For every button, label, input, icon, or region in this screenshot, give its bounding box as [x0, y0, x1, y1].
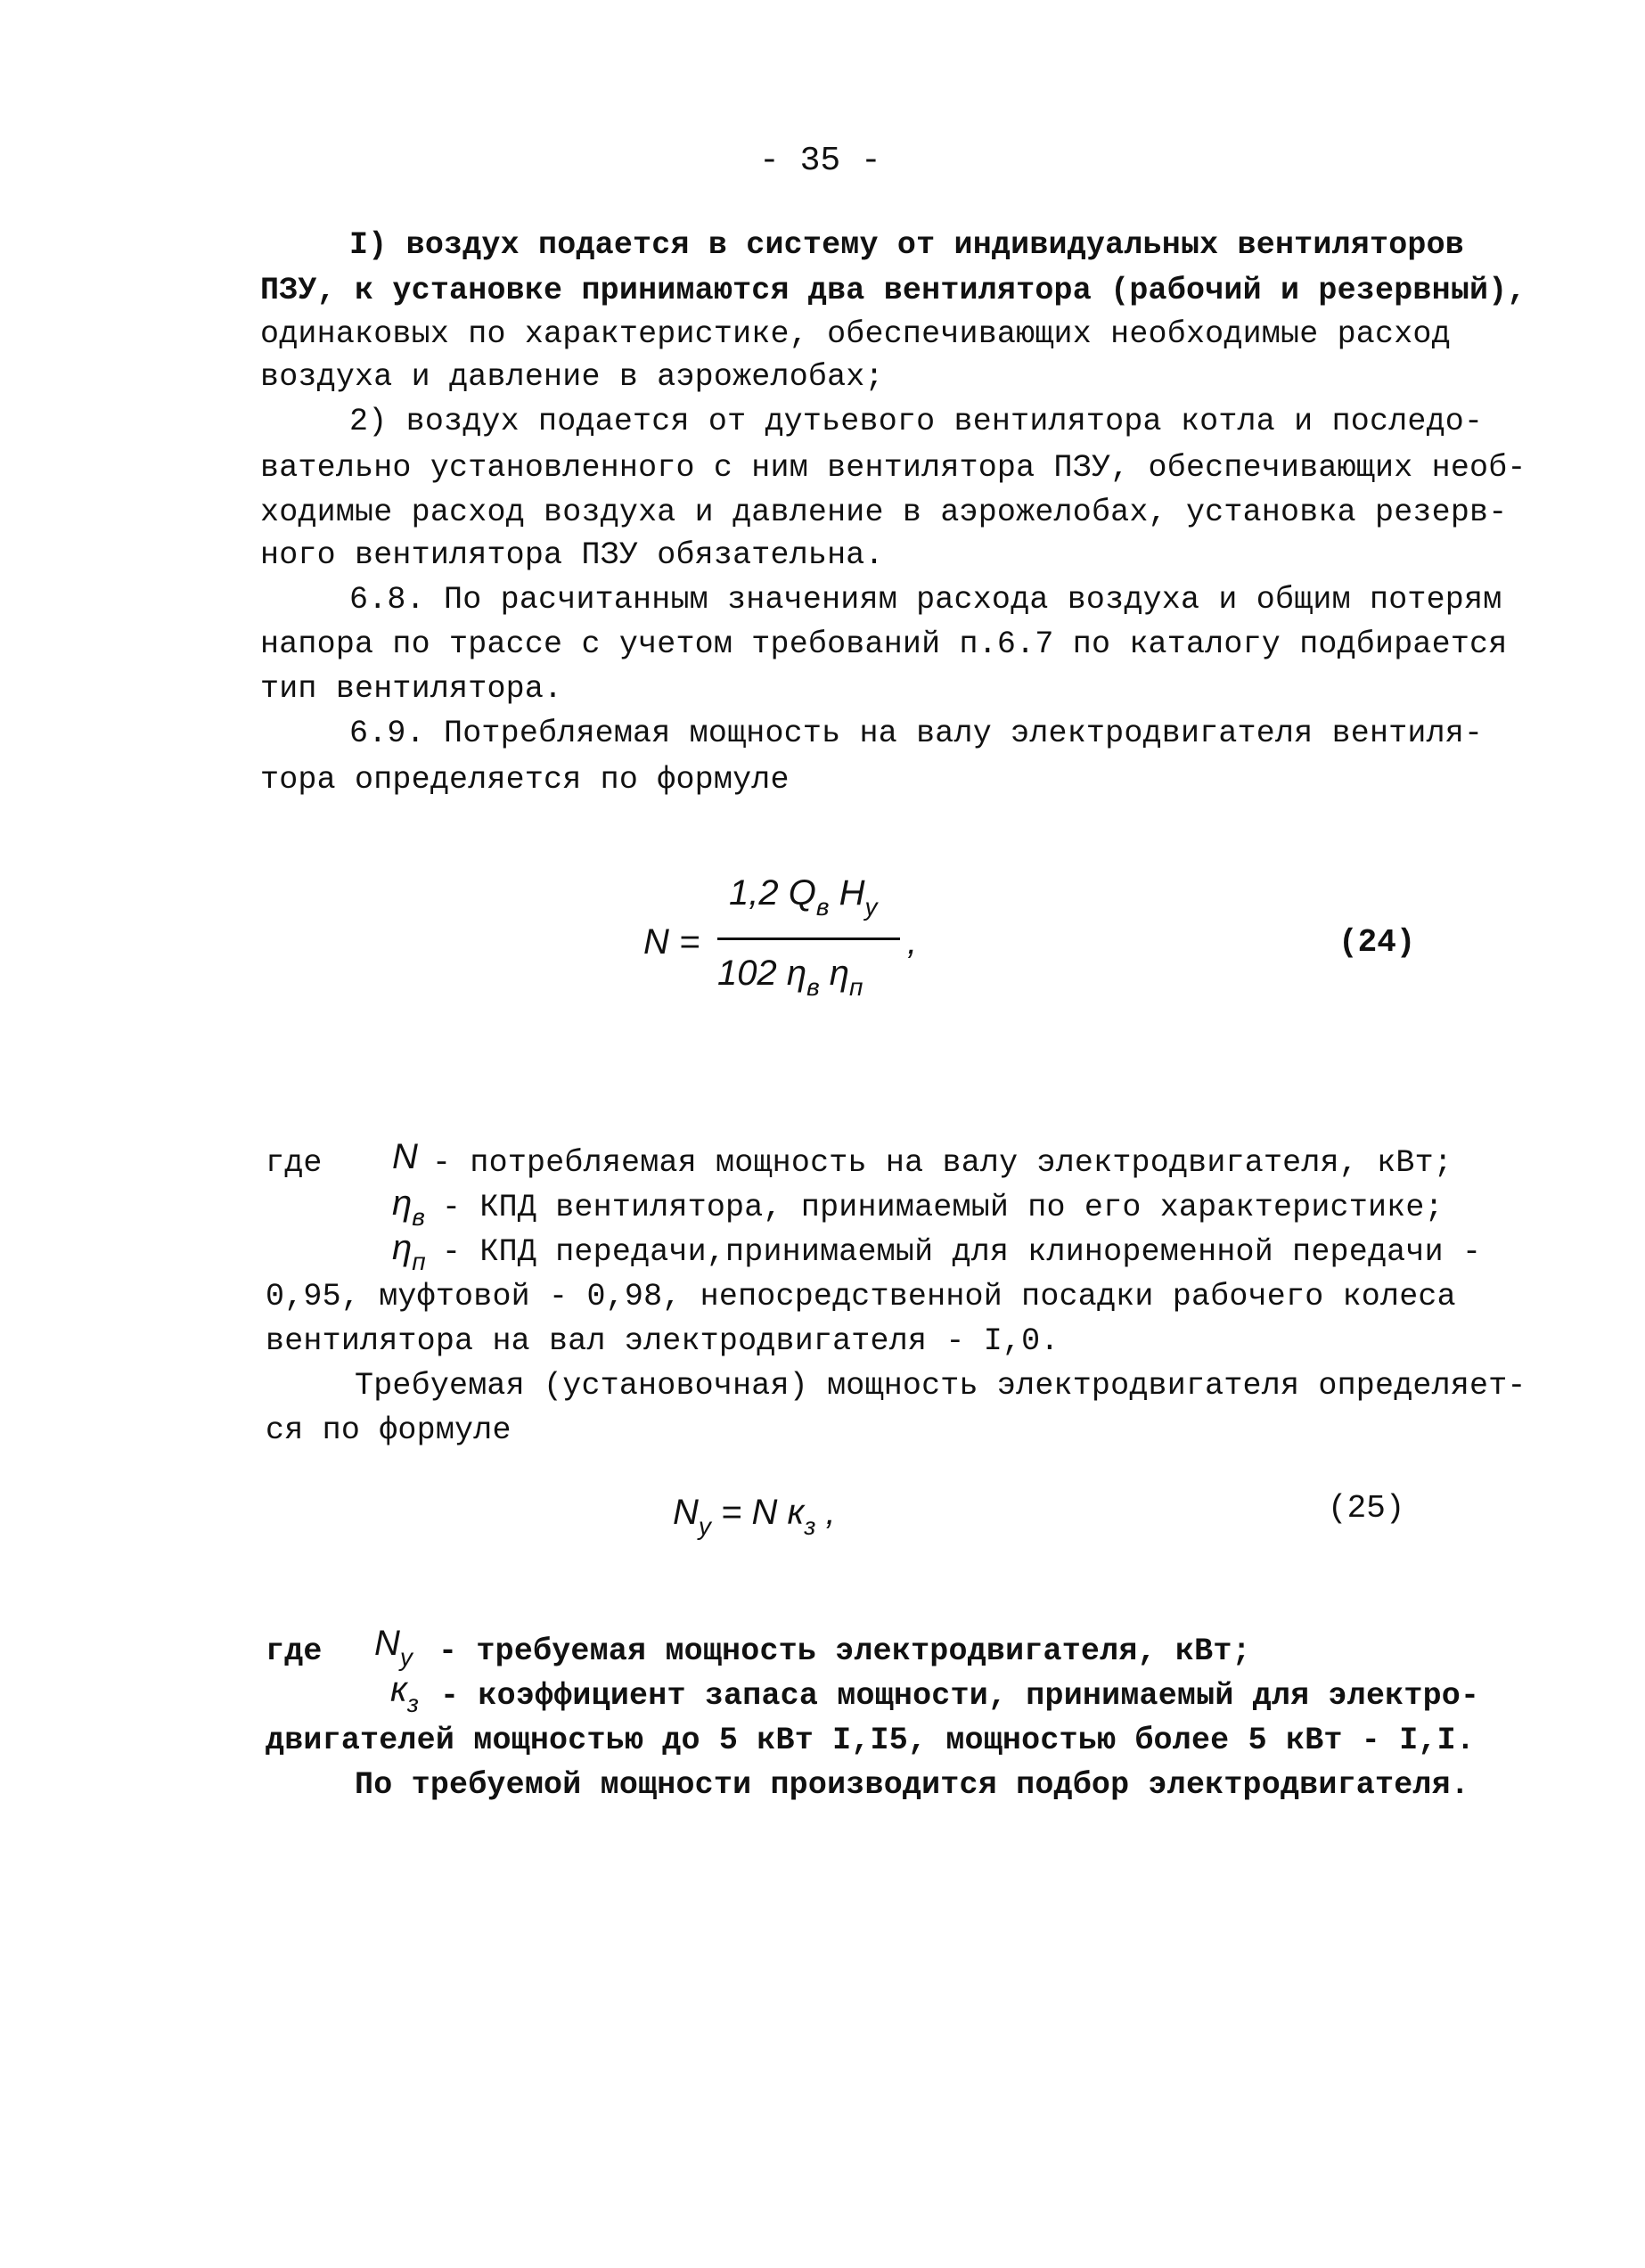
formula-24-lhs: N =	[643, 922, 700, 962]
formula-24-numerator: 1,2 $Q_в$ $H_у$	[729, 873, 878, 921]
page-number: - 35 -	[759, 142, 881, 180]
paragraph-5-line-2: ся по формуле	[266, 1412, 512, 1448]
paragraph-2-line-2: вательно установленного с ним вентилятора ПЗУ, обеспечивающих необ-	[260, 450, 1526, 486]
formula-24	[624, 873, 980, 1016]
where-2-continuation-1: двигателей мощностью до 5 кВт I,I5, мощностью более 5 кВт - I,I.	[266, 1723, 1476, 1758]
where-1-item-2: - КПД вентилятора, принимаемый по его характеристике;	[442, 1190, 1444, 1225]
where-label-2: где	[266, 1633, 323, 1669]
equation-number-24: (24)	[1338, 924, 1416, 961]
paragraph-3-line-3: тип вентилятора.	[260, 671, 563, 707]
formula-24-trailing: ,	[907, 922, 918, 962]
equation-number-25: (25)	[1328, 1490, 1405, 1527]
where-1-continuation-1: 0,95, муфтовой - 0,98, непосредственной посадки рабочего колеса	[266, 1279, 1456, 1314]
paragraph-1-line-3: одинаковых по характеристике, обеспечивающих необходимые расход	[260, 316, 1451, 352]
paragraph-4-line-2: тора определяется по формуле	[260, 762, 790, 798]
symbol-eta-p: $\eta_п$	[392, 1228, 426, 1275]
symbol-N-y: $N_у$	[374, 1624, 413, 1671]
symbol-eta-v: $\eta_в$	[392, 1183, 425, 1231]
paragraph-3-line-1: 6.8. По расчитанным значениям расхода воздуха и общим потерям	[349, 582, 1502, 618]
paragraph-3-line-2: напора по трассе с учетом требований п.6.7 по каталогу подбирается	[260, 626, 1508, 662]
paragraph-2-line-4: ного вентилятора ПЗУ обязательна.	[260, 537, 884, 573]
paragraph-2-line-1: 2) воздух подается от дутьевого вентилятора котла и последо-	[349, 404, 1484, 439]
where-1-item-3: - КПД передачи,принимаемый для клиноременной передачи -	[442, 1234, 1482, 1270]
paragraph-4-line-1: 6.9. Потребляемая мощность на валу электродвигателя вентиля-	[349, 716, 1484, 751]
where-label-1: где	[266, 1145, 323, 1181]
where-1-item-1: - потребляемая мощность на валу электродвигателя, кВт;	[432, 1145, 1453, 1181]
formula-25	[659, 1484, 927, 1564]
paragraph-1-line-1: I) воздух подается в систему от индивидуальных вентиляторов	[349, 227, 1465, 263]
where-2-item-1: - требуемая мощность электродвигателя, кВт;	[438, 1633, 1251, 1669]
formula-24-denominator: 102 $\eta_в$ $\eta_п$	[717, 954, 863, 1001]
paragraph-5-line-1: Требуемая (установочная) мощность электродвигателя определяет-	[355, 1368, 1526, 1404]
paragraph-1-line-2: ПЗУ, к установке принимаются два вентилятора (рабочий и резервный),	[260, 273, 1526, 308]
fraction-bar	[717, 937, 900, 940]
paragraph-6-line-1: По требуемой мощности производится подбор электродвигателя.	[355, 1767, 1470, 1803]
formula-25-body: $N_у = N$ $к_з$ ,	[673, 1493, 836, 1540]
where-2-item-2: - коэффициент запаса мощности, принимаемый для электро-	[440, 1678, 1480, 1714]
symbol-N: N	[392, 1137, 418, 1176]
paragraph-1-line-4: воздуха и давление в аэрожелобах;	[260, 359, 884, 395]
where-1-continuation-2: вентилятора на вал электродвигателя - I,0.	[266, 1323, 1060, 1359]
paragraph-2-line-3: ходимые расход воздуха и давление в аэрожелобах, установка резерв-	[260, 495, 1508, 530]
symbol-k-z: $к_з$	[390, 1670, 419, 1717]
